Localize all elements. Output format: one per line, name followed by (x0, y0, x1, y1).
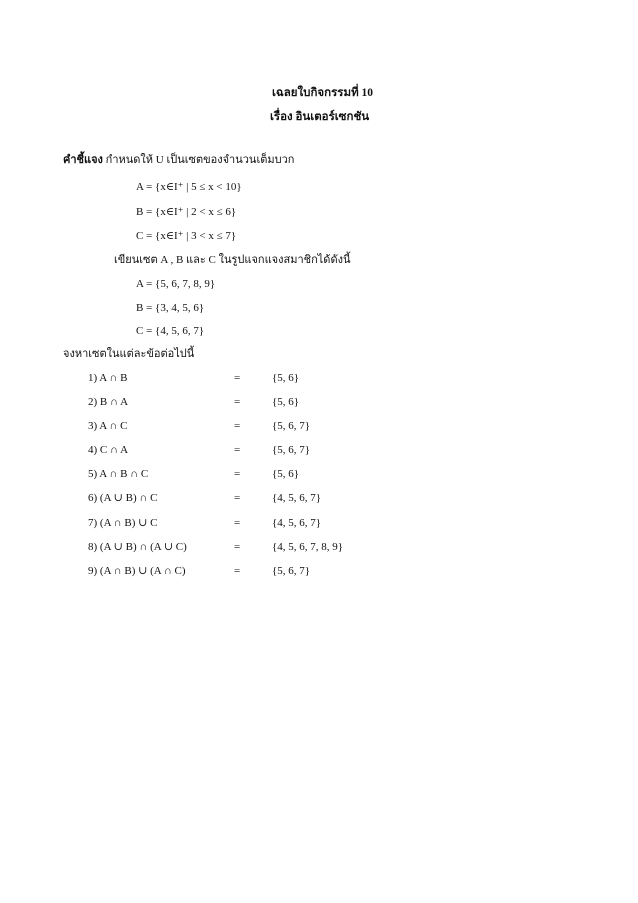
answer-equals: = (234, 396, 241, 408)
answer-equals: = (234, 565, 241, 577)
answer-expression: 8) (A ∪ B) ∩ (A ∪ C) (88, 541, 187, 553)
answer-expression: 4) C ∩ A (88, 444, 129, 456)
answer-result: {5, 6} (272, 372, 300, 384)
answer-expression: 1) A ∩ B (88, 372, 128, 384)
instruction-line (63, 153, 294, 167)
page-title: เฉลยใบกิจกรรมที่ 10 (272, 87, 374, 99)
definition-b: B = {x∈I⁺ | 2 < x ≤ 6} (136, 206, 237, 218)
answer-equals: = (234, 372, 241, 384)
answer-expression: 5) A ∩ B ∩ C (88, 468, 149, 480)
answer-result: {5, 6, 7} (272, 565, 311, 577)
answer-expression: 2) B ∩ A (88, 396, 129, 408)
answer-expression: 3) A ∩ C (88, 420, 128, 432)
answer-equals: = (234, 541, 241, 553)
answer-result: {5, 6, 7} (272, 444, 311, 456)
answer-result: {5, 6} (272, 468, 300, 480)
answer-expression: 7) (A ∩ B) ∪ C (88, 517, 158, 529)
answer-result: {4, 5, 6, 7} (272, 492, 322, 504)
listing-intro: เขียนเซต A , B และ C ในรูปแจกแจงสมาชิกได้ดังนี้ (114, 254, 351, 266)
answer-equals: = (234, 492, 241, 504)
answer-expression: 6) (A ∪ B) ∩ C (88, 492, 158, 504)
answer-result: {4, 5, 6, 7} (272, 517, 322, 529)
answer-expression: 9) (A ∩ B) ∪ (A ∩ C) (88, 565, 186, 577)
answer-result: {5, 6} (272, 396, 300, 408)
listing-c: C = {4, 5, 6, 7} (136, 325, 205, 337)
question-prompt: จงหาเซตในแต่ละข้อต่อไปนี้ (63, 348, 195, 360)
definition-a: A = {x∈I⁺ | 5 ≤ x < 10} (136, 181, 242, 193)
answer-result: {5, 6, 7} (272, 420, 311, 432)
instruction-label: คำชี้แจง (63, 154, 103, 166)
answer-result: {4, 5, 6, 7, 8, 9} (272, 541, 344, 553)
answer-equals: = (234, 517, 241, 529)
listing-b: B = {3, 4, 5, 6} (136, 302, 205, 314)
answer-equals: = (234, 468, 241, 480)
page-subtitle: เรื่อง อินเตอร์เซกชัน (270, 111, 370, 123)
answer-equals: = (234, 444, 241, 456)
instruction-text: กำหนดให้ U เป็นเซตของจำนวนเต็มบวก (105, 154, 295, 166)
definition-c: C = {x∈I⁺ | 3 < x ≤ 7} (136, 230, 237, 242)
listing-a: A = {5, 6, 7, 8, 9} (136, 278, 216, 290)
answer-equals: = (234, 420, 241, 432)
